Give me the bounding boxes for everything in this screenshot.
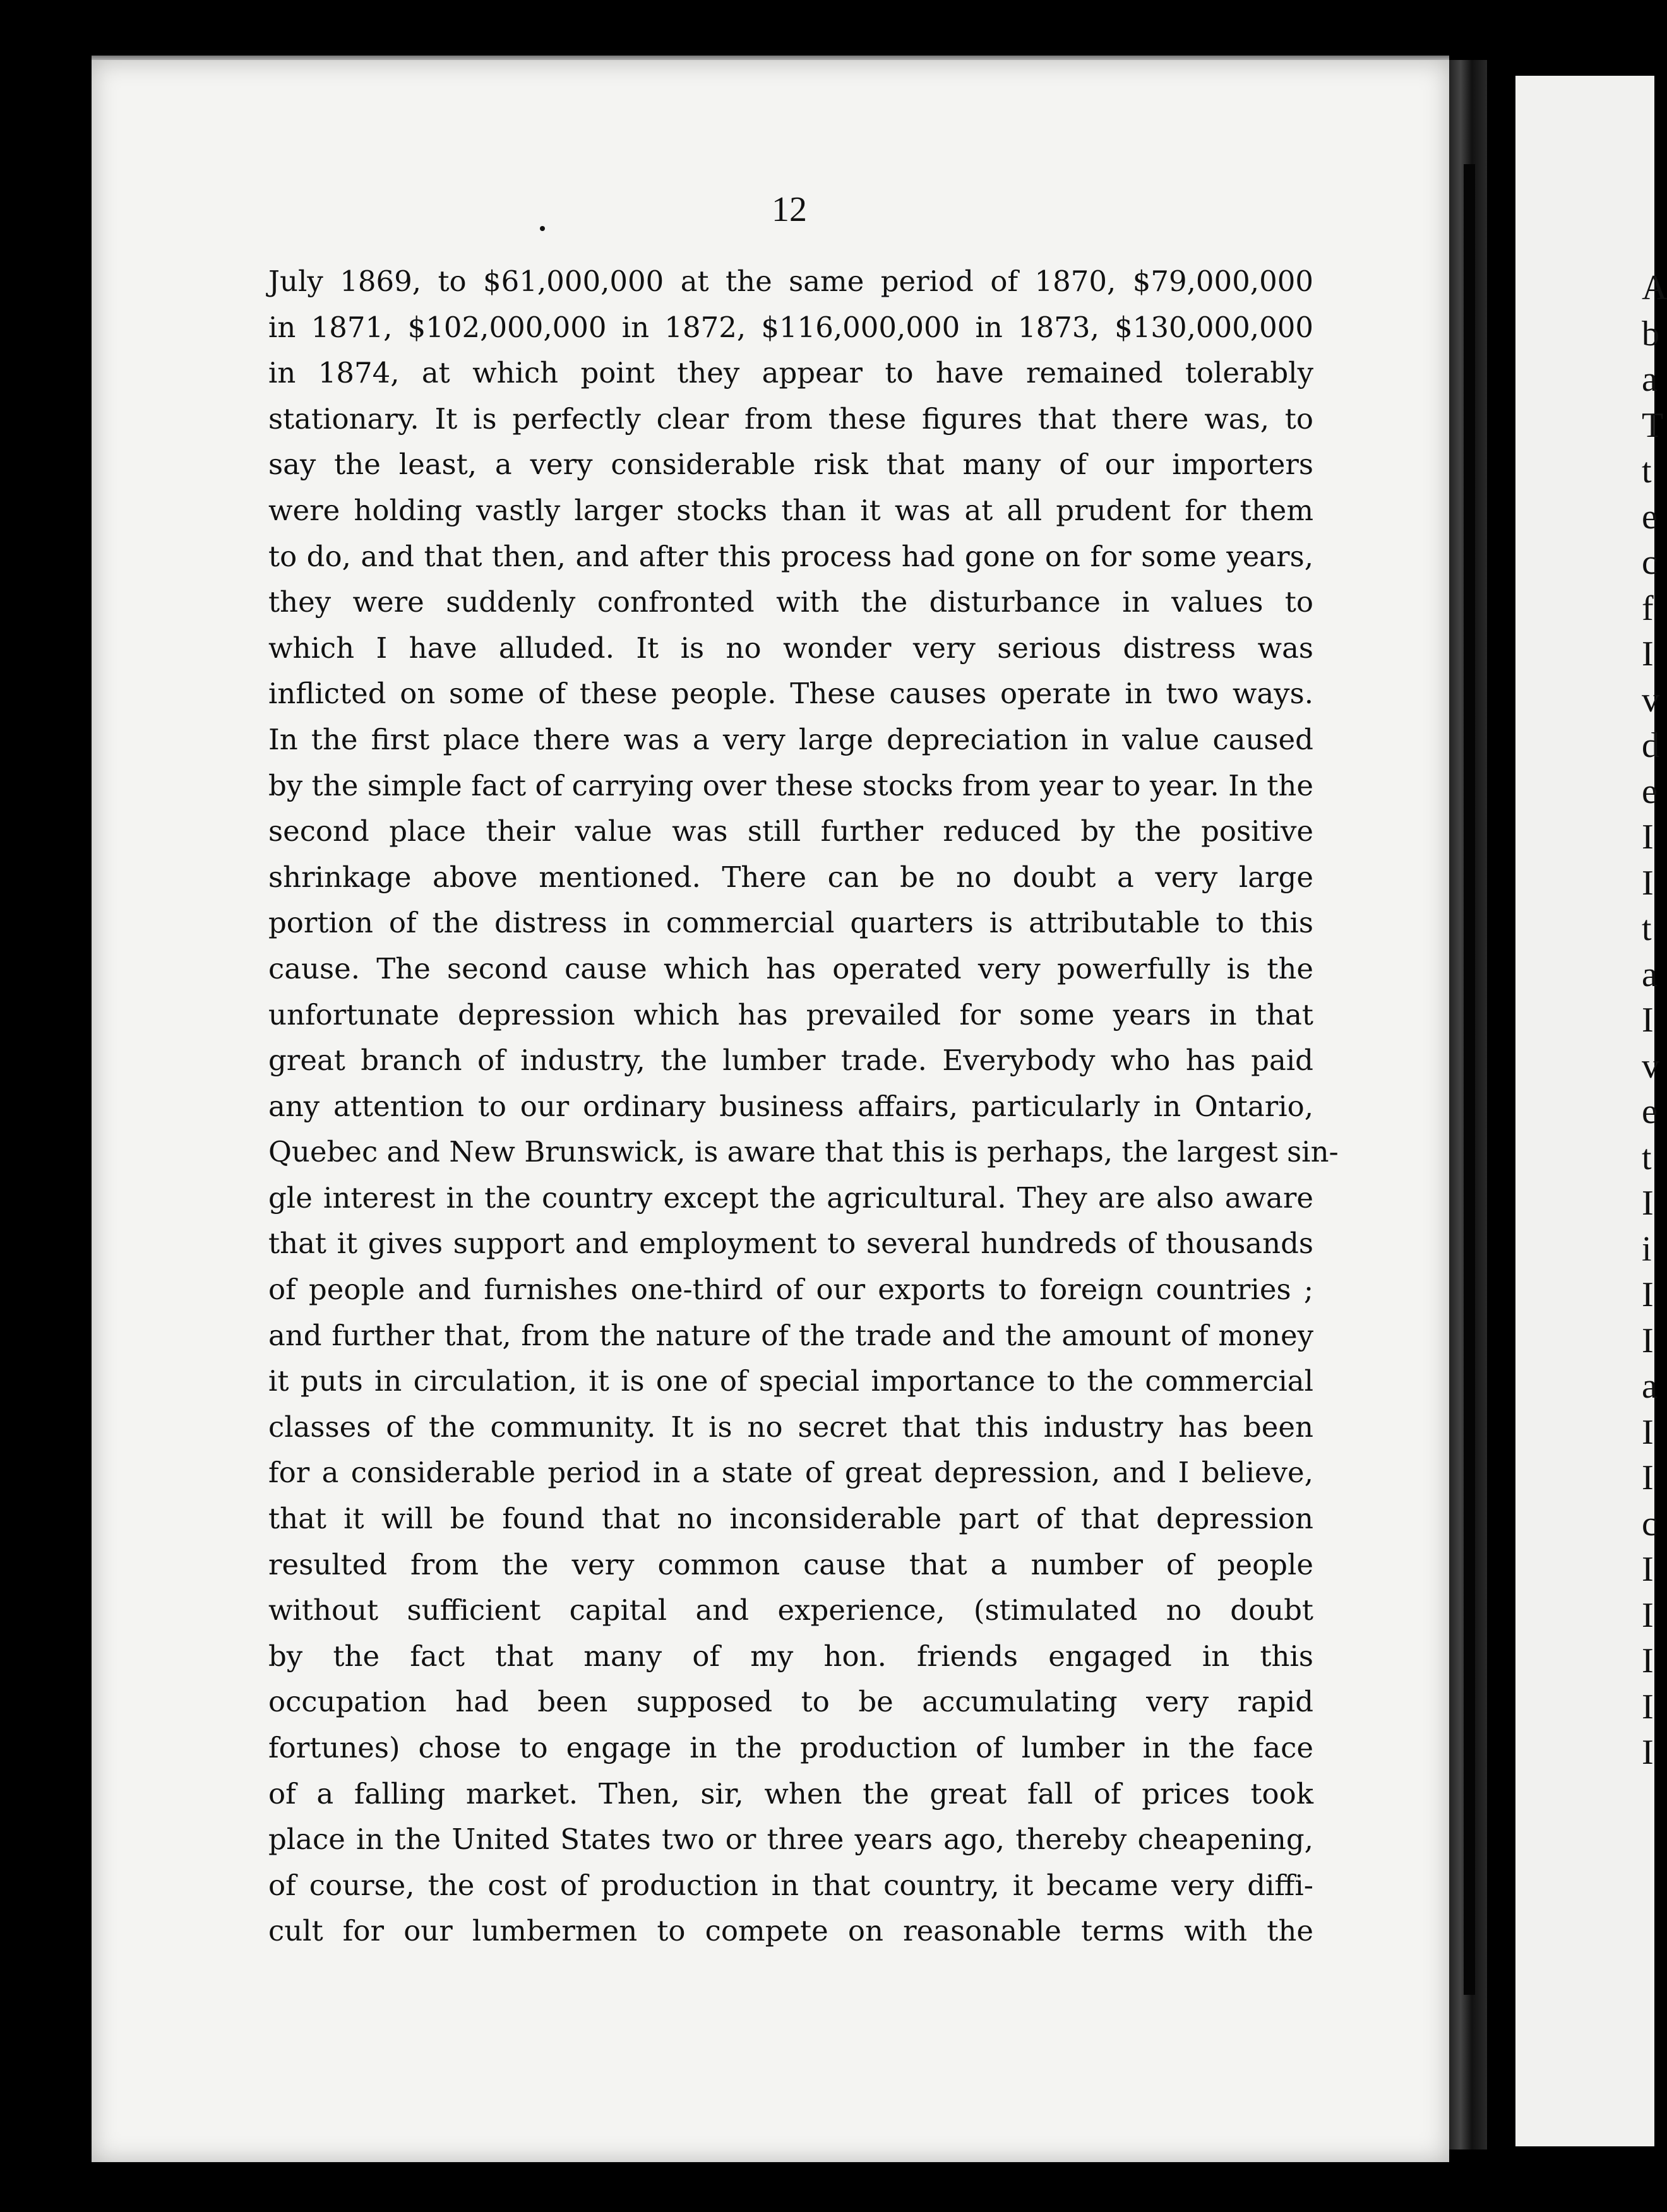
facing-edge-letter: I: [1642, 863, 1654, 903]
text-line: by the fact that many of my hon. friends engaged in this: [268, 1639, 1313, 1673]
text-line: were holding vastly larger stocks than it was at all prudent for them: [268, 493, 1313, 527]
facing-edge-letter: t: [1642, 451, 1652, 491]
facing-edge-letter: t: [1642, 909, 1652, 948]
facing-edge-letter: a: [1642, 1367, 1658, 1406]
text-line: say the least, a very considerable risk that many of our importers: [268, 448, 1313, 482]
facing-page-edge-text: [1642, 265, 1667, 1776]
facing-edge-letter: I: [1642, 1550, 1654, 1589]
text-line: that it will be found that no inconsiderable part of that depression: [268, 1502, 1313, 1536]
facing-edge-letter: c: [1642, 1504, 1658, 1543]
facing-edge-letter: d: [1642, 726, 1659, 765]
text-line: great branch of industry, the lumber trade. Everybody who has paid: [268, 1044, 1313, 1078]
text-line: it puts in circulation, it is one of special importance to the commercial: [268, 1364, 1313, 1398]
text-line: which I have alluded. It is no wonder very serious distress was: [268, 631, 1313, 665]
facing-edge-letter: e: [1642, 1092, 1658, 1131]
text-line: and further that, from the nature of the trade and the amount of money: [268, 1318, 1313, 1352]
text-line: resulted from the very common cause that a number of people: [268, 1547, 1313, 1581]
facing-edge-letter: I: [1642, 1184, 1654, 1223]
facing-edge-letter: i: [1642, 1229, 1652, 1269]
text-line: to do, and that then, and after this process had gone on for some years,: [268, 539, 1313, 573]
text-line: occupation had been supposed to be accumulating very rapid: [268, 1685, 1313, 1719]
text-line: Quebec and New Brunswick, is aware that this is perhaps, the largest sin-: [268, 1135, 1339, 1169]
facing-edge-letter: I: [1642, 1641, 1654, 1680]
body-text: [268, 259, 1339, 1954]
facing-edge-letter: I: [1642, 1458, 1654, 1497]
binding-shadow: [1464, 164, 1475, 1995]
facing-edge-letter: I: [1642, 1733, 1654, 1772]
text-line: without sufficient capital and experience, (stimulated no doubt: [268, 1593, 1313, 1627]
facing-edge-letter: I: [1642, 1595, 1654, 1635]
text-line: July 1869, to $61,000,000 at the same period of 1870, $79,000,000: [268, 265, 1313, 298]
facing-page: [1515, 76, 1654, 2146]
text-line: of a falling market. Then, sir, when the great fall of prices took: [268, 1776, 1313, 1811]
text-line: any attention to our ordinary business affairs, particularly in Ontario,: [268, 1089, 1313, 1123]
facing-edge-letter: f: [1642, 588, 1654, 628]
facing-edge-letter: I: [1642, 1687, 1654, 1727]
text-line: cause. The second cause which has operated very powerfully is the: [268, 951, 1313, 985]
text-line: unfortunate depression which has prevailed for some years in that: [268, 997, 1313, 1032]
text-line: gle interest in the country except the agricultural. They are also aware: [268, 1180, 1313, 1215]
facing-edge-letter: v: [1642, 680, 1659, 720]
facing-edge-letter: I: [1642, 1001, 1654, 1040]
text-line: second place their value was still further reduced by the positive: [268, 814, 1313, 848]
facing-edge-letter: a: [1642, 954, 1658, 994]
facing-edge-letter: e: [1642, 771, 1658, 811]
text-line: In the first place there was a very large depreciation in value caused: [268, 722, 1313, 756]
text-line: place in the United States two or three years ago, thereby cheapening,: [268, 1823, 1313, 1857]
facing-edge-letter: v: [1642, 1046, 1659, 1086]
ink-speck: [540, 226, 545, 231]
text-line: for a considerable period in a state of great depression, and I believe,: [268, 1456, 1313, 1490]
facing-edge-letter: I: [1642, 1321, 1654, 1360]
text-line: in 1871, $102,000,000 in 1872, $116,000,000 in 1873, $130,000,000: [268, 310, 1313, 344]
facing-edge-letter: b: [1642, 314, 1659, 354]
facing-edge-letter: a: [1642, 360, 1658, 399]
text-line: in 1874, at which point they appear to have remained tolerably: [268, 356, 1313, 390]
text-line: they were suddenly confronted with the disturbance in values to: [268, 585, 1313, 619]
text-line: fortunes) chose to engage in the production of lumber in the face: [268, 1731, 1313, 1764]
facing-edge-letter: I: [1642, 1275, 1654, 1314]
facing-edge-letter: A: [1642, 268, 1667, 307]
facing-edge-letter: I: [1642, 634, 1654, 674]
facing-edge-letter: I: [1642, 1412, 1654, 1452]
facing-edge-letter: T: [1642, 405, 1664, 445]
text-line: portion of the distress in commercial quarters is attributable to this: [268, 906, 1313, 940]
text-line: of people and furnishes one-third of our exports to foreign countries ;: [268, 1273, 1313, 1307]
text-line: by the simple fact of carrying over these stocks from year to year. In the: [268, 768, 1313, 802]
text-line: inflicted on some of these people. These causes operate in two ways.: [268, 677, 1313, 711]
text-line: classes of the community. It is no secret that this industry has been: [268, 1410, 1313, 1444]
text-line: cult for our lumbermen to compete on reasonable terms with the: [268, 1914, 1313, 1948]
text-line: that it gives support and employment to several hundreds of thousands: [268, 1227, 1313, 1261]
text-line: stationary. It is perfectly clear from these figures that there was, to: [268, 401, 1313, 436]
text-line: of course, the cost of production in that country, it became very diffi-: [268, 1868, 1313, 1902]
facing-edge-letter: I: [1642, 818, 1654, 857]
facing-edge-letter: t: [1642, 1138, 1652, 1177]
facing-edge-letter: c: [1642, 543, 1658, 582]
page-number: 12: [772, 190, 807, 229]
facing-edge-letter: e: [1642, 497, 1658, 537]
text-line: shrinkage above mentioned. There can be no doubt a very large: [268, 860, 1313, 894]
